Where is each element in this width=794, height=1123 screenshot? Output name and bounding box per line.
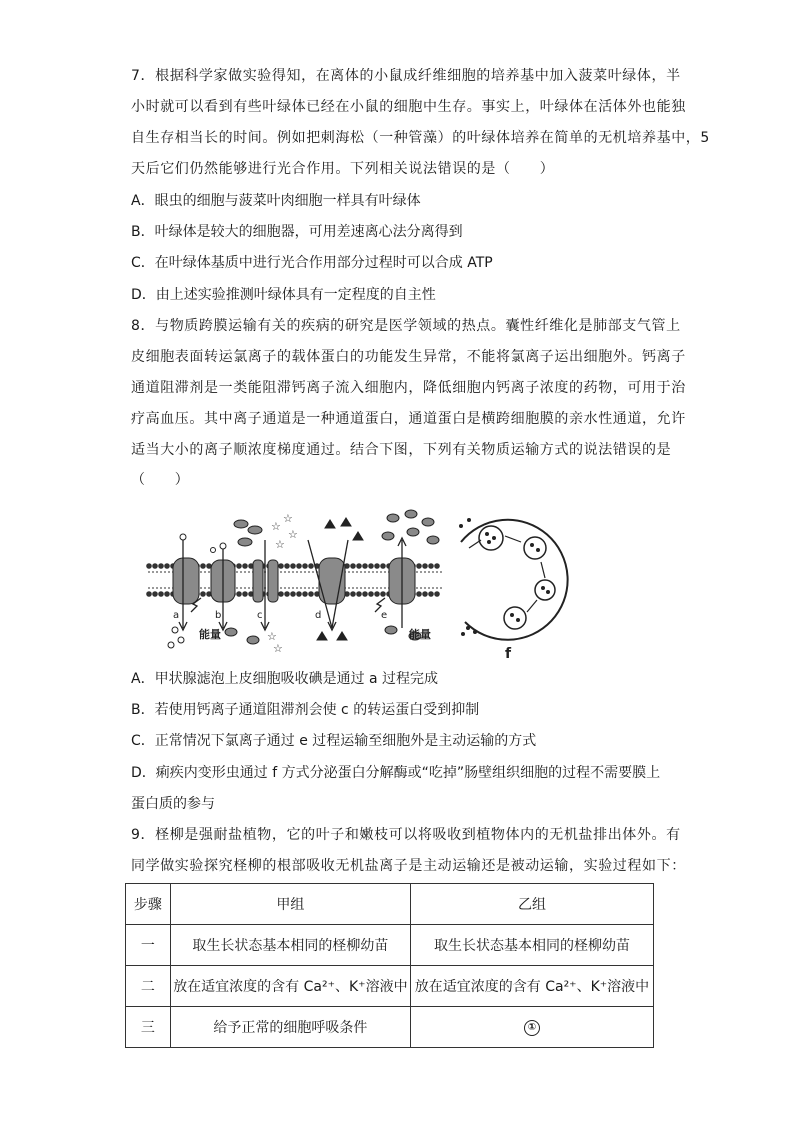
q8-line: （ ） xyxy=(131,472,190,488)
label-energy-1: 能量 xyxy=(199,628,221,641)
table-header-row xyxy=(126,884,654,925)
table-header: 甲组 xyxy=(170,884,410,925)
q8-line: 适当大小的离子顺浓度梯度通过。结合下图，下列有关物质运输方式的说法错误的是 xyxy=(131,442,672,458)
q7-option-d: D．由上述实验推测叶绿体具有一定程度的自主性 xyxy=(131,287,436,303)
table-row xyxy=(126,925,654,966)
label-b: b xyxy=(215,610,222,621)
svg-text:☆: ☆ xyxy=(273,642,283,655)
q7-option-a: A．眼虫的细胞与菠菜叶肉细胞一样具有叶绿体 xyxy=(131,193,421,209)
svg-text:☆: ☆ xyxy=(288,528,298,541)
table-cell: 一 xyxy=(126,925,171,966)
table-cell: 三 xyxy=(126,1007,171,1048)
table-header: 乙组 xyxy=(410,884,653,925)
q8-option-b: B．若使用钙离子通道阻滞剂会使 c 的转运蛋白受到抑制 xyxy=(131,702,480,718)
svg-text:☆: ☆ xyxy=(283,512,293,525)
q7-line: 7．根据科学家做实验得知，在离体的小鼠成纤维细胞的培养基中加入菠菜叶绿体，半 xyxy=(131,68,681,84)
label-f: f xyxy=(505,646,512,662)
q8-line: 疗高血压。其中离子通道是一种通道蛋白，通道蛋白是横跨细胞膜的亲水性通道，允许 xyxy=(131,411,686,427)
q9-line: 同学做实验探究柽柳的根部吸收无机盐离子是主动运输还是被动运输，实验过程如下： xyxy=(131,858,686,874)
protein-a xyxy=(173,558,199,604)
q8-line: 皮细胞表面转运氯离子的载体蛋白的功能发生异常，不能将氯离子运出细胞外。钙离子 xyxy=(131,349,686,365)
svg-text:☆: ☆ xyxy=(275,538,285,551)
table-cell: 放在适宜浓度的含有 Ca²⁺、K⁺溶液中 xyxy=(170,966,410,1007)
q8-option-d: D．痢疾内变形虫通过 f 方式分泌蛋白分解酶或“吃掉”肠壁组织细胞的过程不需要膜上 xyxy=(131,765,661,781)
q7-line: 自生存相当长的时间。例如把刺海松（一种管藻）的叶绿体培养在简单的无机培养基中，5 xyxy=(131,130,710,146)
svg-text:☆: ☆ xyxy=(267,630,277,643)
q9-line: 9．柽柳是强耐盐植物，它的叶子和嫩枝可以将吸收到植物体内的无机盐排出体外。有 xyxy=(131,827,681,843)
table-header: 步骤 xyxy=(126,884,171,925)
q7-option-c: C．在叶绿体基质中进行光合作用部分过程时可以合成 ATP xyxy=(131,255,493,271)
q7-line: 天后它们仍然能够进行光合作用。下列相关说法错误的是（ ） xyxy=(131,161,555,177)
table-cell: 取生长状态基本相同的柽柳幼苗 xyxy=(170,925,410,966)
label-e: e xyxy=(381,610,388,621)
q7-option-b: B．叶绿体是较大的细胞器，可用差速离心法分离得到 xyxy=(131,224,463,240)
table-row xyxy=(126,966,654,1007)
q8-option-a: A．甲状腺滤泡上皮细胞吸收碘是通过 a 过程完成 xyxy=(131,671,439,687)
table-cell: 放在适宜浓度的含有 Ca²⁺、K⁺溶液中 xyxy=(410,966,653,1007)
table-cell: 二 xyxy=(126,966,171,1007)
label-d: d xyxy=(315,610,322,621)
table-cell xyxy=(410,1007,653,1048)
q8-option-d-cont: 蛋白质的参与 xyxy=(131,796,215,812)
blank-marker-1: ① xyxy=(524,1020,540,1036)
svg-text:☆: ☆ xyxy=(271,520,281,533)
q8-line: 通道阻滞剂是一类能阻滞钙离子流入细胞内，降低细胞内钙离子浓度的药物，可用于治 xyxy=(131,380,686,396)
q7-line: 小时就可以看到有些叶绿体已经在小鼠的细胞中生存。事实上，叶绿体在活体外也能独 xyxy=(131,99,686,115)
table-row xyxy=(126,1007,654,1048)
table-cell: 取生长状态基本相同的柽柳幼苗 xyxy=(410,925,653,966)
membrane-transport-diagram xyxy=(143,500,581,662)
channel-c-right xyxy=(268,560,278,602)
experiment-table xyxy=(125,883,654,1048)
label-a: a xyxy=(173,610,180,621)
table-cell: 给予正常的细胞呼吸条件 xyxy=(170,1007,410,1048)
label-c: c xyxy=(257,610,263,621)
q8-line: 8．与物质跨膜运输有关的疾病的研究是医学领域的热点。囊性纤维化是肺部支气管上 xyxy=(131,318,681,334)
label-energy-2: 能量 xyxy=(409,628,431,641)
vesicle-cell-f xyxy=(459,518,568,640)
channel-c-left xyxy=(253,560,263,602)
q8-option-c: C．正常情况下氯离子通过 e 过程运输至细胞外是主动运输的方式 xyxy=(131,733,537,749)
